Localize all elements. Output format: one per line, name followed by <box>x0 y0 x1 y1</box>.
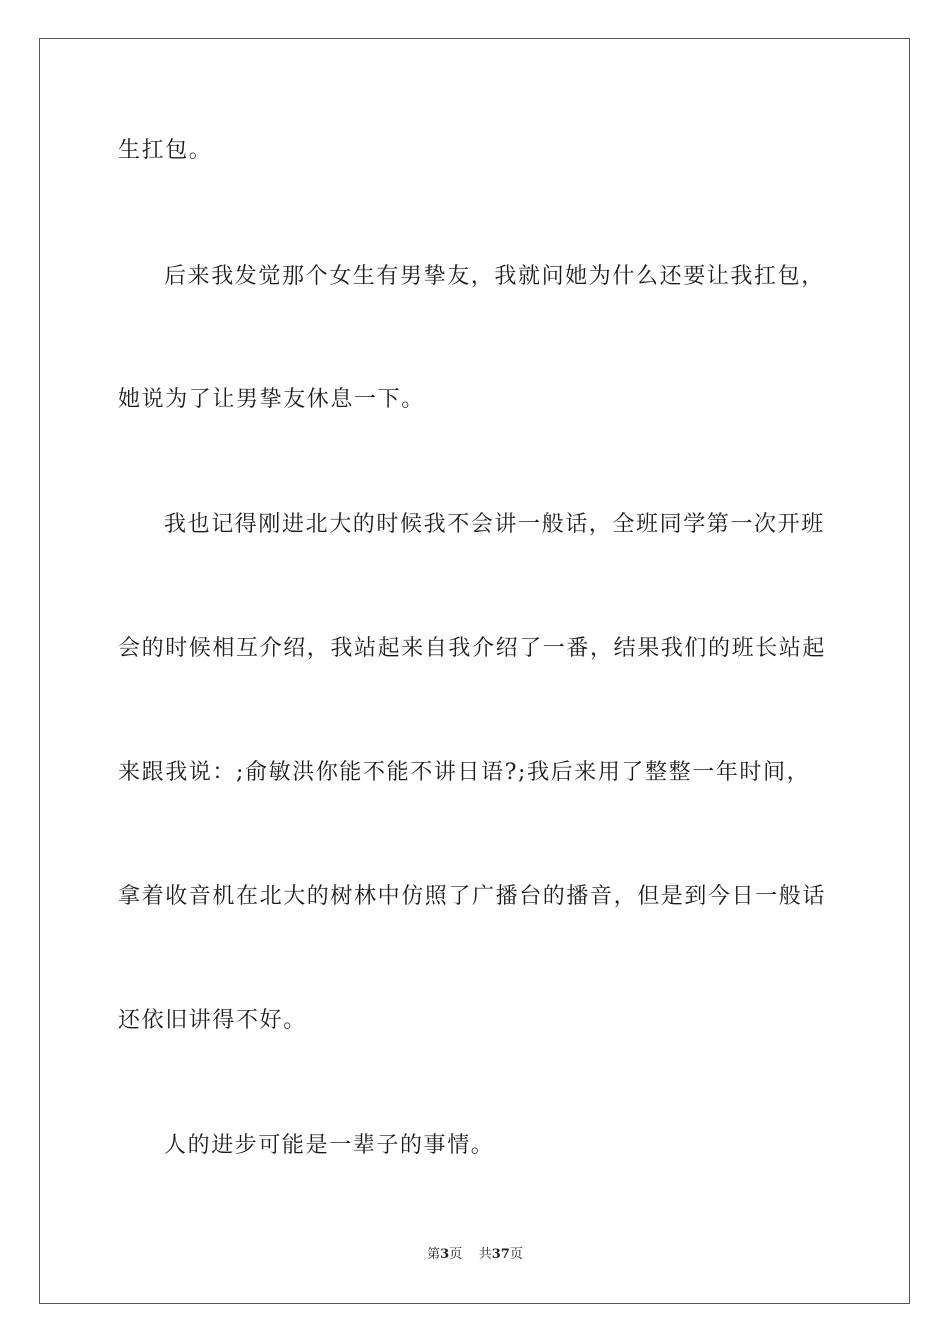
page-border <box>39 38 910 1304</box>
footer-total-prefix: 共 <box>478 1247 492 1262</box>
body-line-9: 人的进步可能是一辈子的事情。 <box>164 1133 495 1158</box>
footer-total-suffix: 页 <box>509 1247 523 1262</box>
footer-total-pages: 37 <box>491 1247 510 1262</box>
footer-page-number: 3 <box>440 1247 450 1262</box>
body-line-5: 会的时候相互介绍，我站起来自我介绍了一番，结果我们的班长站起 <box>118 636 827 661</box>
body-line-3: 她说为了让男挚友休息一下。 <box>118 387 425 412</box>
body-line-6: 来跟我说：;俞敏洪你能不能不讲日语?;我后来用了整整一年时间， <box>118 760 811 785</box>
footer-page-prefix: 第 <box>427 1247 441 1262</box>
body-line-2: 后来我发觉那个女生有男挚友，我就问她为什么还要让我扛包， <box>164 264 825 289</box>
page-footer <box>0 1246 950 1264</box>
body-line-8: 还依旧讲得不好。 <box>118 1008 307 1033</box>
body-line-4: 我也记得刚进北大的时候我不会讲一般话，全班同学第一次开班 <box>164 512 825 537</box>
body-line-1: 生扛包。 <box>118 138 213 163</box>
body-line-7: 拿着收音机在北大的树林中仿照了广播台的播音，但是到今日一般话 <box>118 884 827 909</box>
footer-page-suffix: 页 <box>449 1247 463 1262</box>
